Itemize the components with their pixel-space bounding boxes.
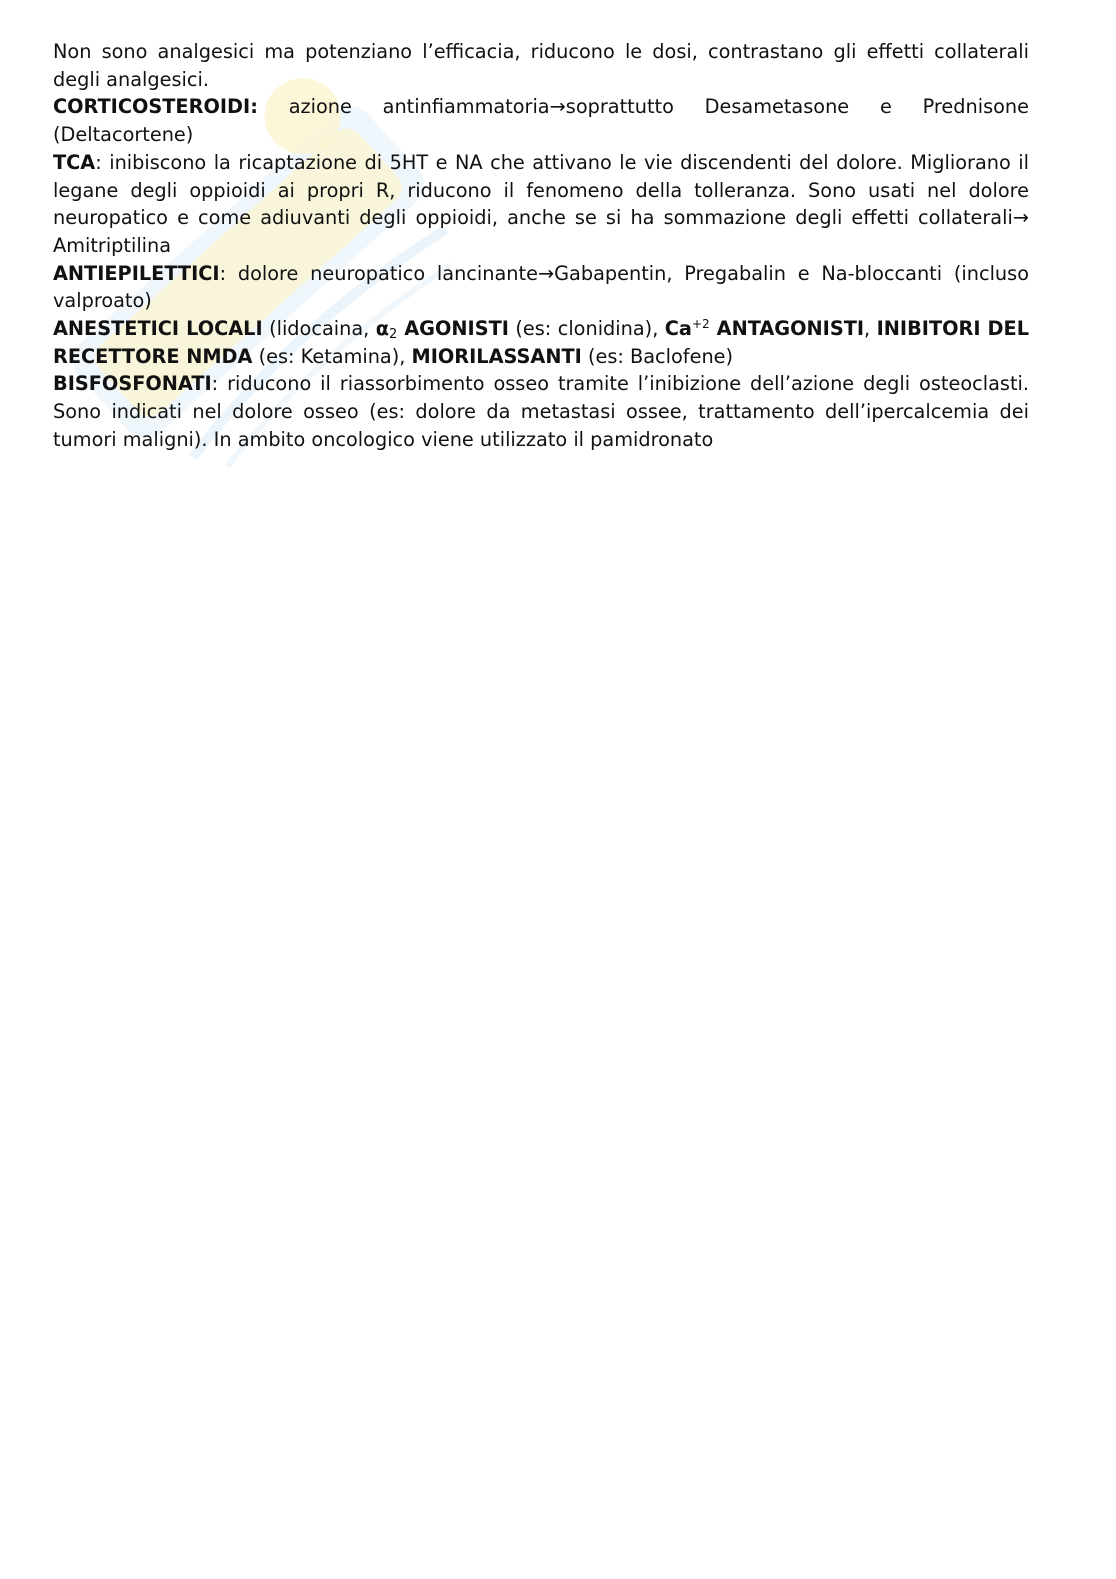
agonisti-text: (es: clonidina),	[508, 317, 665, 341]
adiuvanti-paragraph	[53, 315, 1029, 370]
miorilassanti-term: MIORILASSANTI	[411, 344, 582, 368]
bisfosfonati-paragraph	[53, 370, 1029, 453]
arrow-icon: →	[537, 261, 555, 285]
tca-term: TCA	[53, 150, 96, 174]
nmda-term: INIBITORI DEL RECETTORE NMDA	[53, 317, 1029, 368]
antiepilettici-term: ANTIEPILETTICI	[53, 261, 220, 285]
alpha-subscript: 2	[388, 327, 398, 343]
corticosteroidi-paragraph	[53, 93, 1029, 148]
tca-paragraph	[53, 149, 1029, 260]
agonisti-term: AGONISTI	[397, 317, 509, 341]
anestetici-text: (lidocaina,	[262, 317, 376, 341]
alpha-symbol: α	[375, 317, 389, 341]
corticosteroidi-text-2: soprattutto Desametasone e Prednisone (Deltacortene)	[53, 95, 1029, 147]
antagonisti-text: ,	[864, 317, 877, 341]
tca-text-2: Amitriptilina	[53, 233, 172, 257]
bisfosfonati-term: BISFOSFONATI	[53, 372, 212, 396]
intro-paragraph	[53, 38, 1029, 93]
antiepilettici-text-2: Gabapentin, Pregabalin e Na-bloccanti (incluso valproato)	[53, 261, 1029, 313]
calcium-superscript: +2	[691, 317, 710, 332]
arrow-icon: →	[1012, 206, 1029, 230]
nmda-text: (es: Ketamina),	[252, 344, 412, 368]
tca-text: : inibiscono la ricaptazione di 5HT e NA che attivano le vie discendenti del dolore. Migliorano il legane degli oppioidi ai propri R, riducono il fenomeno della tolleranza. Sono usati nel dolore neuropatico e come adiuvanti degli oppioidi, anche se si ha sommazione degli effetti collaterali	[53, 150, 1029, 230]
document-body	[53, 38, 1029, 454]
corticosteroidi-text: azione antinfiammatoria	[257, 95, 550, 119]
antiepilettici-paragraph	[53, 260, 1029, 315]
antiepilettici-text: : dolore neuropatico lancinante	[219, 261, 538, 285]
miorilassanti-text: (es: Baclofene)	[581, 344, 734, 368]
corticosteroidi-term: CORTICOSTEROIDI:	[53, 95, 258, 119]
intro-text: Non sono analgesici ma potenziano l’efficacia, riducono le dosi, contrastano gli effetti collaterali degli analgesici.	[53, 40, 1029, 91]
anestetici-locali-term: ANESTETICI LOCALI	[53, 317, 263, 341]
antagonisti-term: ANTAGONISTI	[709, 317, 865, 341]
arrow-icon: →	[549, 95, 566, 119]
bisfosfonati-text: : riducono il riassorbimento osseo tramite l’inibizione dell’azione degli osteoclasti. Sono indicati nel dolore osseo (es: dolore da metastasi ossee, trattamento dell’ipercalcemia dei tumori maligni). In ambito oncologico viene utilizzato il pamidronato	[53, 372, 1029, 451]
calcium-symbol: Ca	[664, 317, 692, 341]
